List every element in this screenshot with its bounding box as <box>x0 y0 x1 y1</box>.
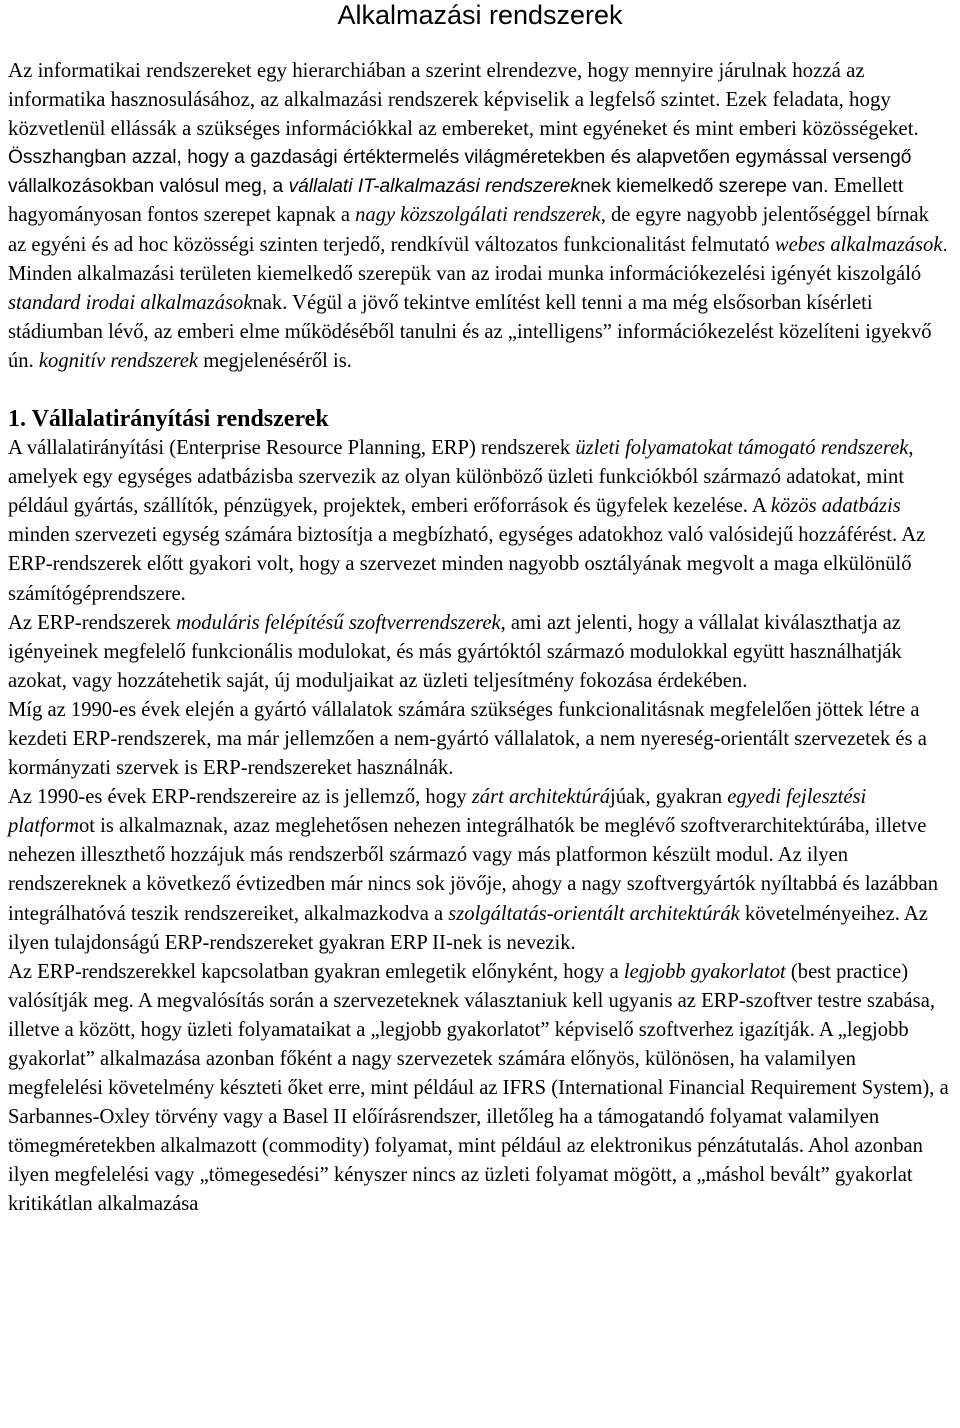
intro-p2-text-c: Emellett hagyományosan fontos szerepet kapnak a <box>8 175 904 227</box>
s1-p1-text-a: A vállalatirányítási (Enterprise Resource Planning, ERP) rendszerek <box>8 437 576 460</box>
intro-p2-text-a: Összhangban azzal, hogy a gazdasági értéktermelés világméretekben és alapvetően egymással versengő vállalkozásokban valósul meg, a <box>8 147 912 198</box>
s1-p1-emphasis-2: közös adatbázis <box>770 495 901 518</box>
s1-p2-text-a: Az ERP-rendszerek <box>8 611 177 634</box>
section-1-paragraph-1 <box>8 434 952 609</box>
s1-p1-text-c: A <box>751 495 771 518</box>
intro-p3-emphasis-2: kognitív rendszerek <box>38 349 199 372</box>
s1-p4-text-d: követelményeihez. Az ilyen tulajdonságú ERP-rendszereket gyakran ERP II-nek is nevezik. <box>8 902 928 954</box>
s1-p4-text-c: ot is alkalmaznak, azaz meglehetősen nehezen integrálhatók be meglévő szoftverarchitektúrába, illetve nehezen illeszthető hozzájuk más rendszerből származó vagy más platformon készült modul. Az ilyen rendszereknek a következő évtizedben már nincs sok jövője, ahogy a nagy szoftvergyártók nyíltabbá és lazábban integrálhatóvá teszik rendszereiket, alkalmazkodva a <box>8 815 938 925</box>
section-1-heading: 1. Vállalatirányítási rendszerek <box>8 406 329 433</box>
intro-p2-emphasis-3: webes alkalmazások <box>774 233 943 256</box>
section-1-body <box>8 434 952 1220</box>
intro-p3-emphasis-1: standard irodai alkalmazások <box>8 291 253 314</box>
intro-p3-text-c: Végül a jövő tekintve említést kell tenni a ma még elsősorban kísérleti stádiumban lévő, az emberi elme működéséből tanulni és az „intelligens” információkezelést közelíteni igyekvő ún. <box>8 291 932 372</box>
intro-p1-text: Az informatikai rendszereket egy hierarchiában a szerint elrendezve, hogy mennyire járulnak hozzá az informatika hasznosulásához, az alkalmazási rendszerek képviselik a legfelső szintet. Ezek feladata, hogy közvetlenül ellássák a szükséges információkkal az embereket, mint egyéneket és mint emberi közösségeket. <box>8 58 919 141</box>
s1-p1-emphasis-1: üzleti folyamatokat támogató rendszerek <box>575 437 909 460</box>
intro-section <box>8 56 952 376</box>
s1-p5-text-a: Az ERP-rendszerekkel kapcsolatban gyakran emlegetik előnyként, hogy a <box>8 960 624 983</box>
section-1-paragraph-3: Míg az 1990-es évek elején a gyártó vállalatok számára szükséges funkcionalitásnak megfelelően jöttek létre a kezdeti ERP-rendszerek, ma már jellemzően a nem-gyártó vállalatok, a nem nyereség-orientált szervezetek és a kormányzati szervek is ERP-rendszereket használnák. <box>8 698 927 780</box>
intro-p2-text-d: , de egyre nagyobb jelentőséggel bírnak az egyéni és ad hoc közösségi szinten terjedő, rendkívül változatos funkcionalitást felmutató <box>8 204 929 256</box>
s1-p4-text-b: júak, gyakran <box>610 786 728 809</box>
intro-paragraph-3 <box>8 260 952 376</box>
s1-p1-text-d: minden szervezeti egység számára biztosítja a megbízható, egységes adatokhoz való valósidejű hozzáférést. Az ERP-rendszerek előtt gyakori volt, hogy a szervezet minden nagyobb osztályának megvolt a maga elkülönülő számítógéprendszere. <box>8 524 926 605</box>
s1-p1-text-b: , amelyek egy egységes adatbázisba szervezik az olyan különböző üzleti funkciókból származó adatokat, mint például gyártás, szállítók, pénzügyek, projektek, emberi erőforrások és ügyfelek kezelése. <box>8 437 914 518</box>
s1-p2-emphasis-1: moduláris felépítésű szoftverrendszerek <box>176 611 501 634</box>
s1-p4-text-a: Az 1990-es évek ERP-rendszereire az is jellemző, hogy <box>8 786 472 809</box>
s1-p4-emphasis-1: zárt architektúrá <box>471 786 610 809</box>
intro-p2-text-b: nek kiemelkedő szerepe van. <box>580 176 834 198</box>
intro-p2-text-e: . <box>942 234 948 256</box>
intro-paragraph-2 <box>8 143 952 259</box>
intro-p2-emphasis-2: nagy közszolgálati rendszerek <box>355 204 601 227</box>
intro-paragraph-1 <box>8 56 952 143</box>
section-1-paragraph-4 <box>8 783 952 958</box>
intro-p2-emphasis-1: vállalati IT-alkalmazási rendszerek <box>288 176 580 198</box>
s1-p5-text-b: (best practice) valósítják meg. A megvalósítás során a szervezeteknek választaniuk kell ugyanis az ERP-szoftver testre szabása, illetve a között, hogy üzleti folyamataikat a „legjobb gyakorlatot” képviselő szoftverhez igazítják. A „legjobb gyakorlat” alkalmazása azonban főként a nagy szervezetek számára előnyös, különösen, ha valamilyen megfelelési követelmény készteti őket erre, mint például az IFRS (International Financial Requirement System), a Sarbannes-Oxley törvény vagy a Basel II előírásrendszer, illetőleg ha a támogatandó folyamat valamilyen tömegméretekben alkalmazott (commodity) folyamat, mint például az elektronikus pénzátutalás. Ahol azonban ilyen megfelelési vagy „tömegesedési” kényszer nincs az üzleti folyamat mögött, a „máshol bevált” gyakorlat kritikátlan alkalmazása <box>8 960 949 1216</box>
s1-p2-text-b: , ami azt jelenti, hogy a vállalat kiválaszthatja az igényeinek megfelelő funkcionális modulokat, és más gyártóktól származó modulokkal együtt használhatják azokat, vagy hozzátehetik saját, új moduljaikat az üzleti teljesítmény fokozása érdekében. <box>8 611 902 692</box>
s1-p5-emphasis-1: legjobb gyakorlatot <box>623 960 786 983</box>
s1-p4-emphasis-3: szolgáltatás-orientált architektúrák <box>448 902 740 925</box>
s1-p4-emphasis-2: egyedi fejlesztési platform <box>8 786 867 838</box>
intro-p3-text-d: megjelenéséről is. <box>198 349 352 372</box>
section-1-paragraph-5 <box>8 958 952 1220</box>
intro-p3-text-a: Minden alkalmazási területen kiemelkedő szerepük van az irodai munka információkezelési igényét kiszolgáló <box>8 262 922 285</box>
intro-p3-text-b: nak. <box>252 291 293 314</box>
section-1-paragraph-2 <box>8 609 952 696</box>
page-title: Alkalmazási rendszerek <box>337 0 623 30</box>
